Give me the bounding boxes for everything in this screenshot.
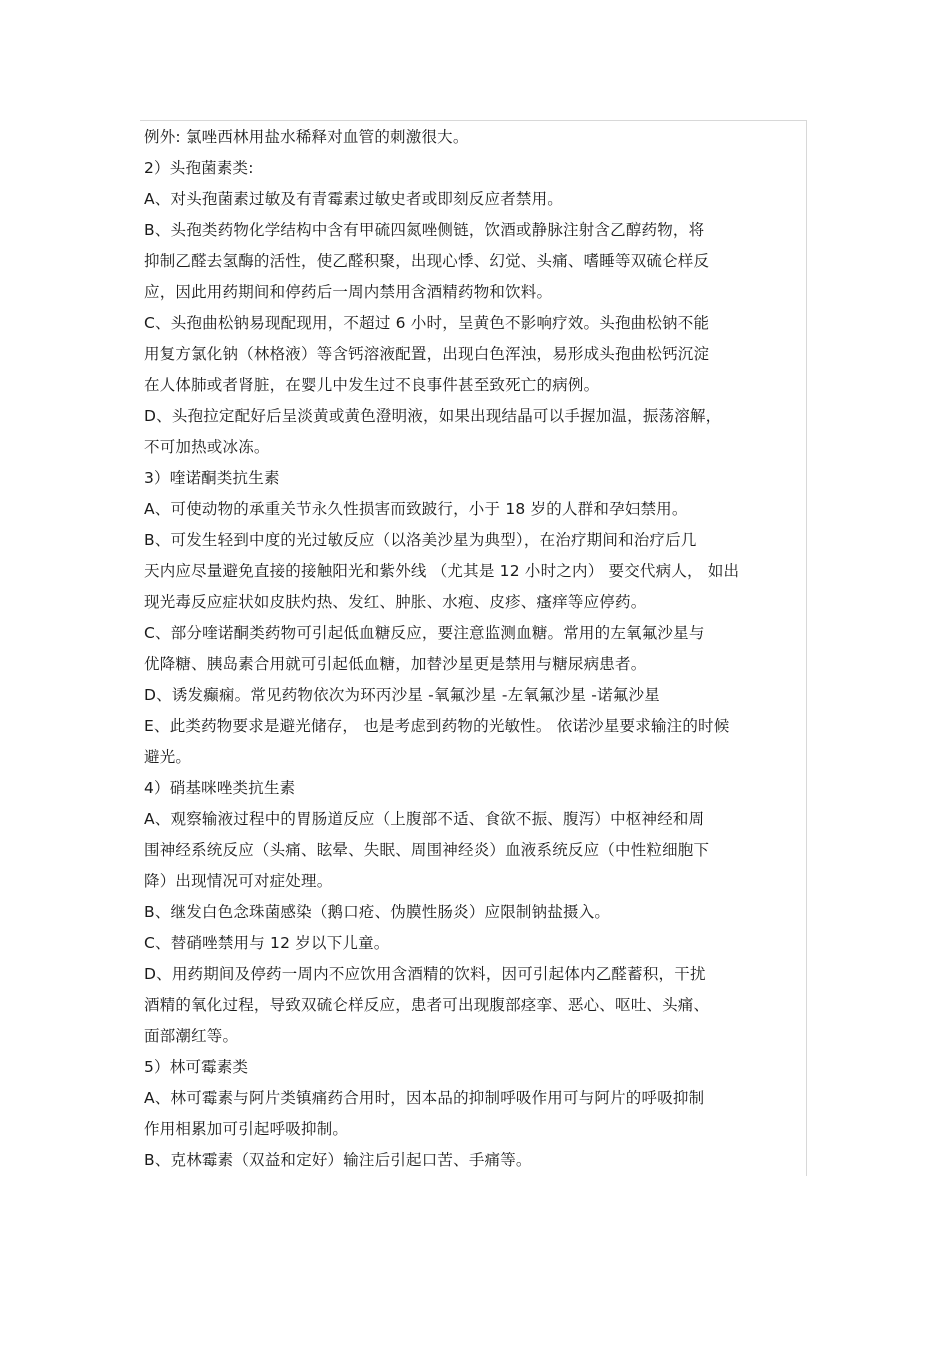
text-line: A、林可霉素与阿片类镇痛药合用时，因本品的抑制呼吸作用可与阿片的呼吸抑制 [144,1089,705,1107]
text-line: 面部潮红等。 [144,1027,239,1045]
text-line: 优降糖、胰岛素合用就可引起低血糖，加替沙星更是禁用与糖尿病患者。 [144,655,647,673]
section-heading: 3）喹诺酮类抗生素 [144,469,280,487]
text-line: 抑制乙醛去氢酶的活性，使乙醛积聚，出现心悸、幻觉、头痛、嗜睡等双硫仑样反 [144,252,710,270]
text-line: 降）出现情况可对症处理。 [144,872,333,890]
text-line: A、可使动物的承重关节永久性损害而致跛行，小于 18 岁的人群和孕妇禁用。 [144,500,688,518]
text-line: E、此类药物要求是避光储存， 也是考虑到药物的光敏性。 依诺沙星要求输注的时候 [144,717,730,735]
text-line: 在人体肺或者肾脏，在婴儿中发生过不良事件甚至致死亡的病例。 [144,376,600,394]
text-line: B、可发生轻到中度的光过敏反应（以洛美沙星为典型），在治疗期间和治疗后几 [144,531,697,549]
section-heading: 5）林可霉素类 [144,1058,249,1076]
text-line: D、用药期间及停药一周内不应饮用含酒精的饮料，因可引起体内乙醛蓄积，干扰 [144,965,706,983]
text-line: 应，因此用药期间和停药后一周内禁用含酒精药物和饮料。 [144,283,553,301]
text-line: C、替硝唑禁用与 12 岁以下儿童。 [144,934,390,952]
text-line: 围神经系统反应（头痛、眩晕、失眠、周围神经炎）血液系统反应（中性粒细胞下 [144,841,710,859]
text-line: 作用相累加可引起呼吸抑制。 [144,1120,349,1138]
text-line: C、头孢曲松钠易现配现用，不超过 6 小时，呈黄色不影响疗效。头孢曲松钠不能 [144,314,710,332]
text-line: B、头孢类药物化学结构中含有甲硫四氮唑侧链，饮酒或静脉注射含乙醇药物，将 [144,221,705,239]
section-heading: 4）硝基咪唑类抗生素 [144,779,296,797]
text-line: 例外: 氯唑西林用盐水稀释对血管的刺激很大。 [144,128,469,146]
text-line: 避光。 [144,748,192,766]
text-line: 现光毒反应症状如皮肤灼热、发红、肿胀、水疱、皮疹、瘙痒等应停药。 [144,593,647,611]
section-heading: 2）头孢菌素类: [144,159,254,177]
text-line: D、诱发癫痫。常见药物依次为环丙沙星 -氧氟沙星 -左氧氟沙星 -诺氟沙星 [144,686,660,704]
text-line: 酒精的氧化过程，导致双硫仑样反应，患者可出现腹部痉挛、恶心、呕吐、头痛、 [144,996,710,1014]
text-line: A、观察输液过程中的胃肠道反应（上腹部不适、食欲不振、腹泻）中枢神经和周 [144,810,705,828]
text-line: C、部分喹诺酮类药物可引起低血糖反应，要注意监测血糖。常用的左氧氟沙星与 [144,624,705,642]
text-line: 不可加热或冰冻。 [144,438,270,456]
text-line: D、头孢拉定配好后呈淡黄或黄色澄明液，如果出现结晶可以手握加温，振荡溶解， [144,407,722,425]
text-line: A、对头孢菌素过敏及有青霉素过敏史者或即刻反应者禁用。 [144,190,564,208]
text-line: B、克林霉素（双益和定好）输注后引起口苦、手痛等。 [144,1151,532,1169]
text-line: B、继发白色念珠菌感染（鹅口疮、伪膜性肠炎）应限制钠盐摄入。 [144,903,611,921]
text-line: 用复方氯化钠（林格液）等含钙溶液配置，出现白色浑浊，易形成头孢曲松钙沉淀 [144,345,710,363]
text-line: 天内应尽量避免直接的接触阳光和紫外线 （尤其是 12 小时之内） 要交代病人， 如出 [144,562,740,580]
